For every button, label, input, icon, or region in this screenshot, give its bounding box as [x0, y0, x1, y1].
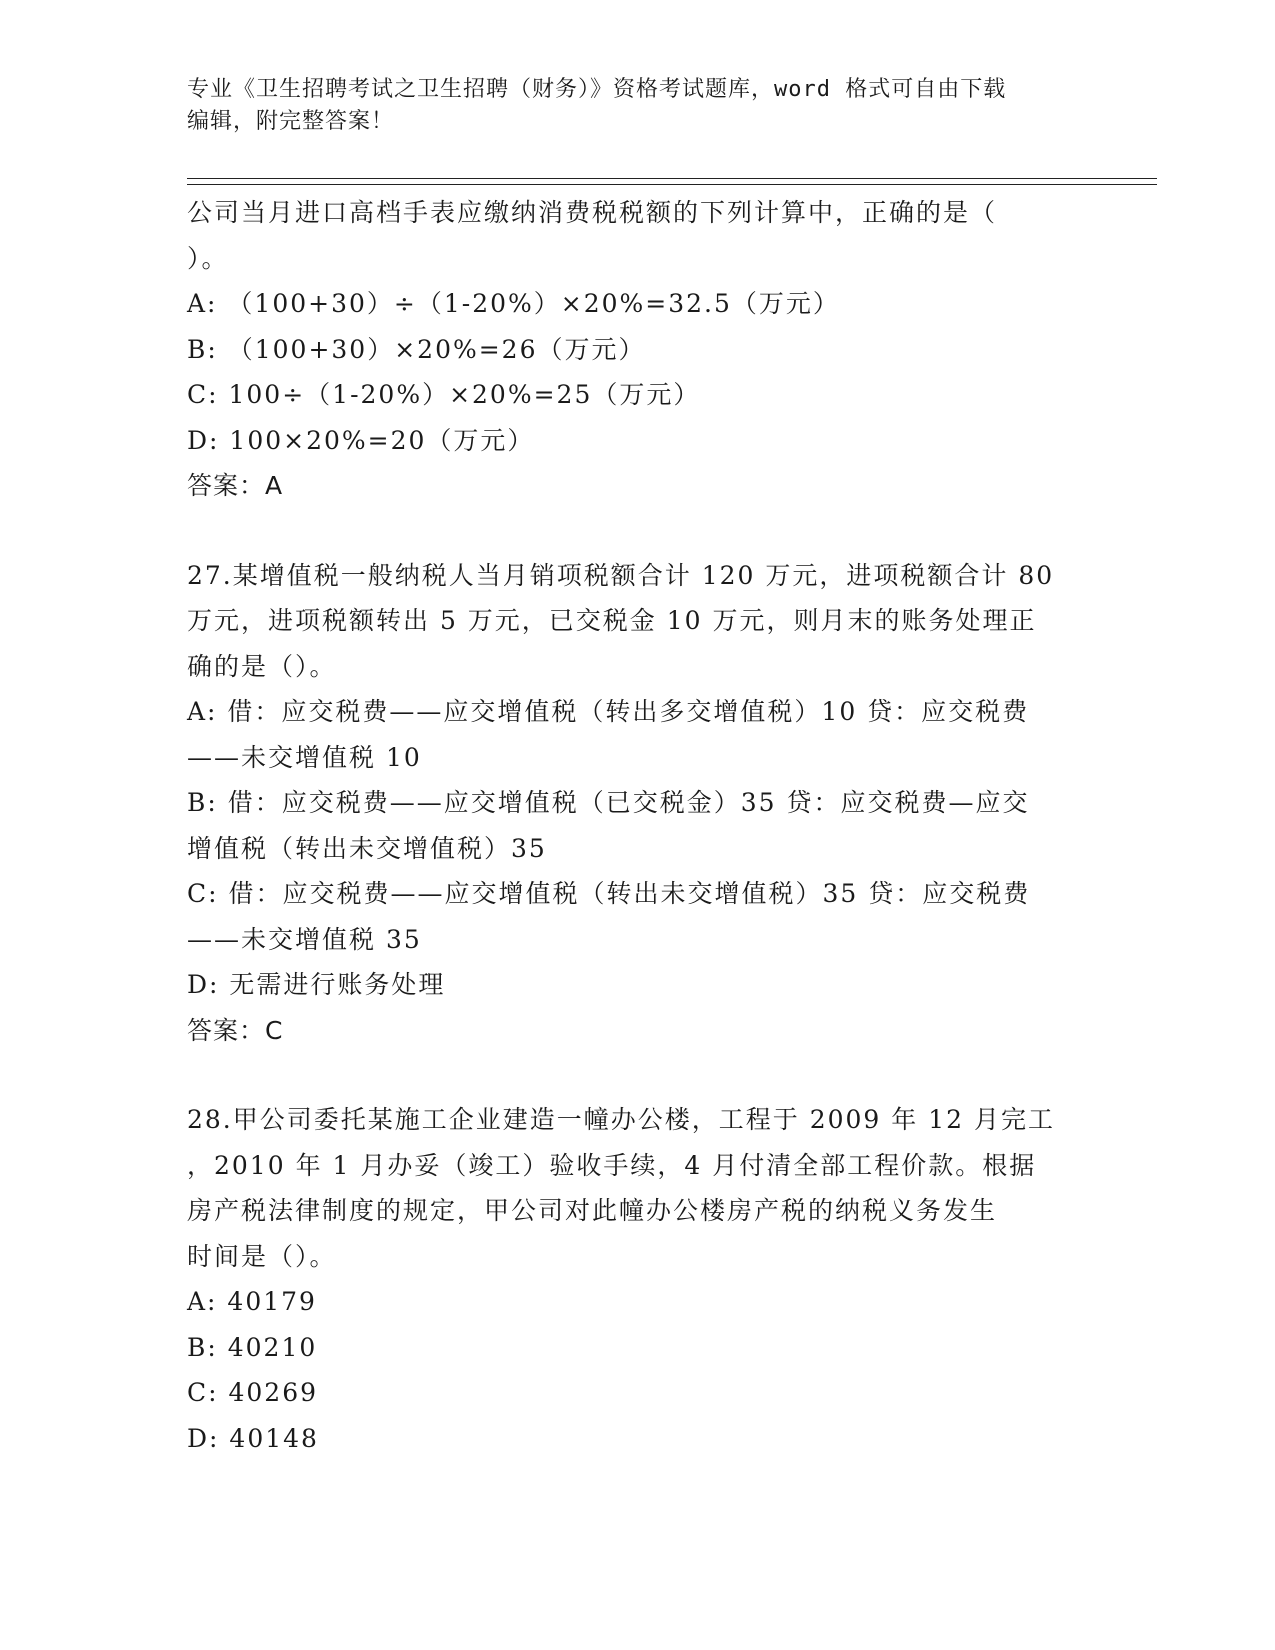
spacer	[187, 509, 1082, 553]
question-list	[187, 190, 1082, 1461]
option-c: C: 100÷（1-20%）×20%=25（万元）	[187, 380, 701, 409]
header-line: 编辑，附完整答案！	[187, 109, 395, 134]
question-27	[187, 553, 1082, 1054]
header-line: 专业《卫生招聘考试之卫生招聘（财务）》资格考试题库，word 格式可自由下载	[187, 77, 1007, 102]
option-d: D: 40148	[187, 1423, 319, 1453]
question-stem: 27.某增值税一般纳税人当月销项税额合计 120 万元，进项税额合计 80	[187, 560, 1055, 590]
option-b: B: 借：应交税费——应交增值税（已交税金）35 贷：应交税费—应交	[187, 788, 1030, 817]
answer-label: 答案：A	[187, 471, 284, 500]
question-stem: 时间是（）。	[187, 1241, 337, 1271]
option-c-continued: ——未交增值税 35	[187, 924, 422, 954]
spacer	[187, 1053, 1082, 1097]
option-c: C: 40269	[187, 1378, 319, 1407]
option-a: A: 借：应交税费——应交增值税（转出多交增值税）10 贷：应交税费	[187, 697, 1030, 726]
option-d: D: 无需进行账务处理	[187, 970, 446, 999]
question-stem: ，2010 年 1 月办妥（竣工）验收手续，4 月付清全部工程价款。根据	[187, 1150, 1037, 1180]
option-b: B: （100+30）×20%=26（万元）	[187, 334, 646, 364]
question-stem: ）。	[187, 243, 229, 273]
document-header	[187, 74, 1067, 138]
question-stem: 公司当月进口高档手表应缴纳消费税税额的下列计算中，正确的是（	[187, 198, 998, 227]
option-c: C: 借：应交税费——应交增值税（转出未交增值税）35 贷：应交税费	[187, 879, 1031, 908]
option-a-continued: ——未交增值税 10	[187, 742, 422, 772]
question-stem: 万元，进项税额转出 5 万元，已交税金 10 万元，则月末的账务处理正	[187, 606, 1037, 635]
option-a: A: 40179	[187, 1287, 317, 1316]
header-divider	[187, 184, 1157, 185]
question-stem: 确的是（）。	[187, 651, 337, 681]
question-stem: 28.甲公司委托某施工企业建造一幢办公楼，工程于 2009 年 12 月完工	[187, 1105, 1055, 1134]
answer-label: 答案：C	[187, 1015, 284, 1045]
option-a: A: （100+30）÷（1-20%）×20%=32.5（万元）	[187, 289, 840, 318]
question-stem: 房产税法律制度的规定，甲公司对此幢办公楼房产税的纳税义务发生	[187, 1196, 998, 1225]
option-d: D: 100×20%=20（万元）	[187, 425, 535, 455]
header-divider	[187, 178, 1157, 179]
option-b: B: 40210	[187, 1332, 318, 1362]
option-b-continued: 增值税（转出未交增值税）35	[187, 833, 547, 863]
question-28	[187, 1097, 1082, 1461]
question-26	[187, 190, 1082, 509]
